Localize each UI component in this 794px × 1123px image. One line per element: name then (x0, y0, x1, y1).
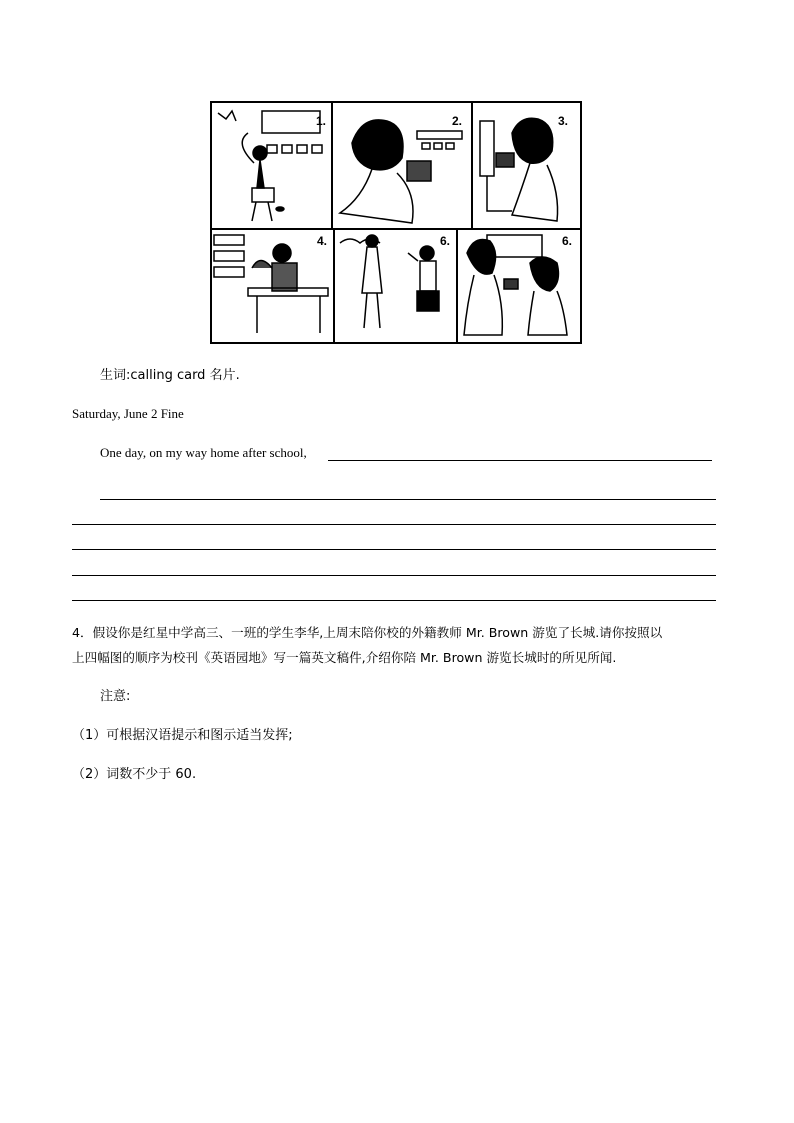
task4-line2: 上四幅图的顺序为校刊《英语园地》写一篇英文稿件,介绍你陪 Mr. Brown 游览长城时的所见所闻. (72, 650, 617, 665)
panel-number-6: 6. (562, 234, 573, 248)
comic-panel-3 (480, 118, 558, 221)
writing-line (72, 600, 716, 601)
comic-strip-image (210, 101, 582, 344)
comic-panel-4 (214, 235, 328, 333)
diary-start-text: One day, on my way home after school, (100, 445, 307, 460)
writing-line (72, 524, 716, 525)
panel-number-4: 4. (317, 234, 328, 248)
panel-number-5: 6. (440, 234, 451, 248)
writing-line (72, 549, 716, 550)
task4-note-1: （1）可根据汉语提示和图示适当发挥; (72, 728, 293, 743)
panel-number-2: 2. (452, 114, 463, 128)
comic-panel-5 (340, 235, 439, 328)
task4-note-2: （2）词数不少于 60. (72, 767, 197, 782)
writing-line (72, 575, 716, 576)
task4-line1: 4．假设你是红星中学高三、一班的学生李华,上周末陪你校的外籍教师 Mr. Brown 游览了长城.请你按照以 (72, 625, 663, 640)
panel-number-3: 3. (558, 114, 569, 128)
vocab-note: 生词:calling card 名片. (100, 368, 240, 383)
writing-line (328, 460, 712, 461)
comic-panel-6 (464, 235, 567, 335)
comic-panel-1 (218, 111, 322, 221)
panel-number-1: 1. (316, 114, 327, 128)
comic-panel-2 (340, 120, 462, 223)
task4-note-title: 注意: (100, 689, 131, 704)
diary-date: Saturday, June 2 Fine (72, 406, 184, 421)
writing-line (100, 499, 716, 500)
